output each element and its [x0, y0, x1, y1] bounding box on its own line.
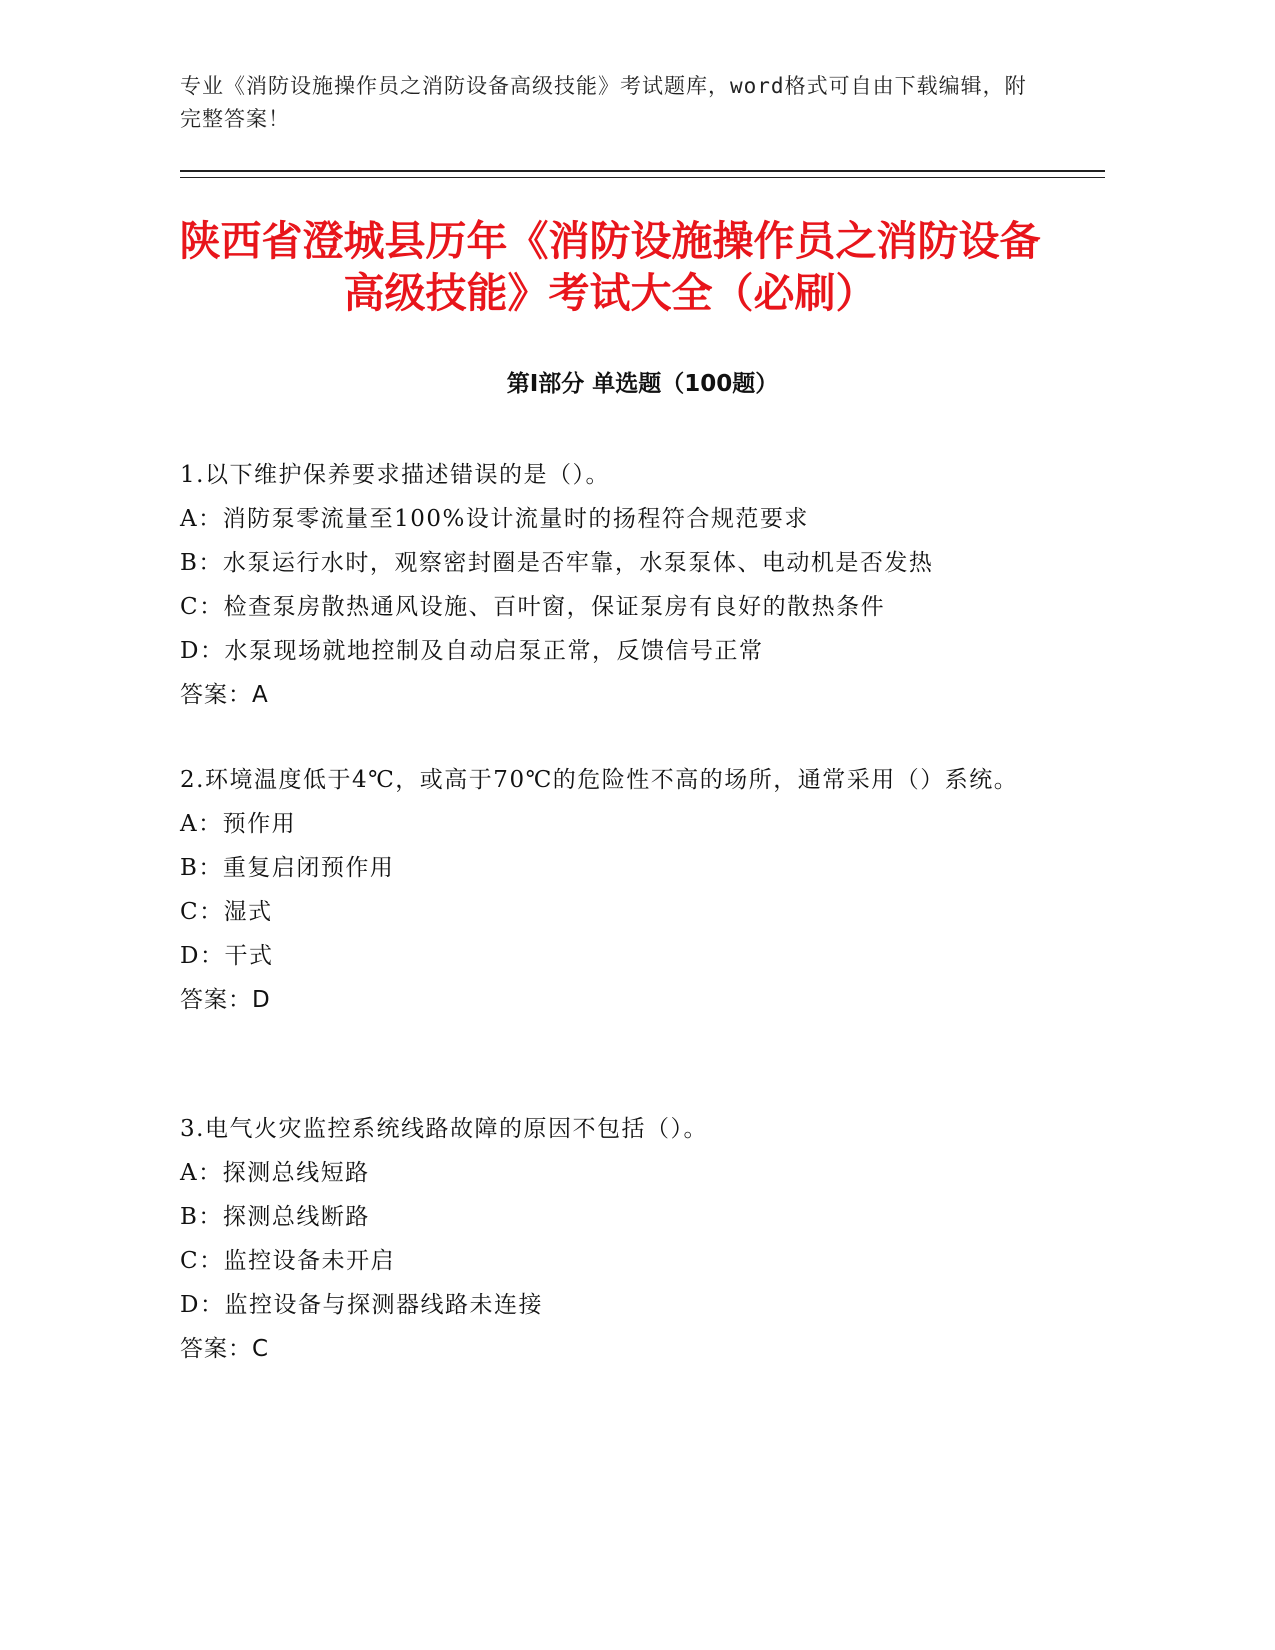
option-b: B：水泵运行水时，观察密封圈是否牢靠，水泵泵体、电动机是否发热: [180, 550, 934, 576]
option-a: A：消防泵零流量至100%设计流量时的扬程符合规范要求: [180, 506, 809, 532]
section-heading: 第Ⅰ部分 单选题（100题）: [506, 371, 779, 397]
option-c: C：湿式: [180, 899, 273, 925]
option-b: B：探测总线断路: [180, 1204, 370, 1230]
document-title: 陕西省澄城县历年《消防设施操作员之消防设备高级技能》考试大全（必刷）: [179, 217, 1041, 317]
option-c: C：检查泵房散热通风设施、百叶窗，保证泵房有良好的散热条件: [180, 594, 886, 620]
question-stem: 2.环境温度低于4℃，或高于70℃的危险性不高的场所，通常采用（）系统。: [180, 767, 1019, 793]
option-d: D：监控设备与探测器线路未连接: [180, 1292, 543, 1318]
answer-line: 答案：C: [180, 1336, 270, 1362]
question-2: [180, 758, 1040, 1022]
option-c: C：监控设备未开启: [180, 1248, 396, 1274]
question-stem: 3.电气火灾监控系统线路故障的原因不包括（）。: [180, 1116, 708, 1142]
question-stem: 1.以下维护保养要求描述错误的是（）。: [180, 462, 610, 488]
question-1: [180, 453, 1040, 717]
header-divider-thin: [180, 177, 1105, 178]
header-divider-thick: [180, 170, 1105, 172]
answer-line: 答案：A: [180, 682, 269, 708]
option-a: A：探测总线短路: [180, 1160, 370, 1186]
header-note: 专业《消防设施操作员之消防设备高级技能》考试题库，word格式可自由下载编辑，附完整答案！: [180, 74, 1027, 131]
option-b: B：重复启闭预作用: [180, 855, 395, 881]
question-3: [180, 1107, 1040, 1371]
option-a: A：预作用: [180, 811, 297, 837]
option-d: D：干式: [180, 943, 274, 969]
answer-line: 答案：D: [180, 987, 271, 1013]
option-d: D：水泵现场就地控制及自动启泵正常，反馈信号正常: [180, 638, 764, 664]
